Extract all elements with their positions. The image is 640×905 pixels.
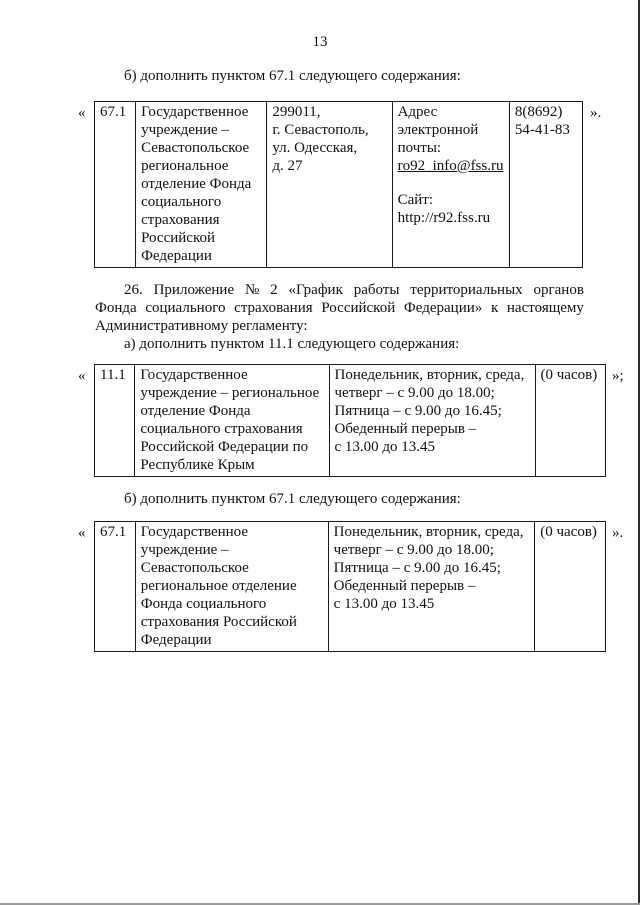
section-2-table	[94, 364, 606, 477]
cell-phone: 8(8692) 54-41-83	[509, 102, 582, 268]
cell-institution-name: Государственное учреждение – Севастопольское региональное отделение Фонда социального страхования Российской Федерации	[135, 522, 328, 652]
cell-address: 299011, г. Севастополь, ул. Одесская, д. 27	[267, 102, 392, 268]
cell-contacts: Адрес электронной почты: ro92_info@fss.ru Сайт: http://r92.fss.ru	[392, 102, 509, 268]
section-2-close-quote: »;	[612, 368, 624, 384]
item-26-line-3: Административному регламенту:	[95, 318, 308, 334]
section-3-open-quote: «	[78, 525, 86, 541]
table-row	[95, 522, 606, 652]
cell-number: 11.1	[95, 365, 135, 477]
cell-institution-name: Государственное учреждение – региональное отделение Фонда социального страхования Российской Федерации по Республике Крым	[135, 365, 329, 477]
section-1-table	[94, 101, 583, 268]
cell-schedule: Понедельник, вторник, среда, четверг – с 9.00 до 18.00; Пятница – с 9.00 до 16.45; Обеденный перерыв – с 13.00 до 13.45	[329, 365, 535, 477]
table-row	[95, 365, 606, 477]
cell-institution-name: Государственное учреждение – Севастопольское региональное отделение Фонда социального страхования Российской Федерации	[136, 102, 267, 268]
cell-hours: (0 часов)	[535, 365, 605, 477]
cell-number: 67.1	[95, 102, 136, 268]
cell-hours: (0 часов)	[535, 522, 606, 652]
section-1-open-quote: «	[78, 105, 86, 121]
section-1-intro: б) дополнить пунктом 67.1 следующего содержания:	[124, 68, 461, 84]
section-3-intro: б) дополнить пунктом 67.1 следующего содержания:	[124, 491, 461, 507]
table-row	[95, 102, 583, 268]
cell-number: 67.1	[95, 522, 136, 652]
page-number: 13	[312, 34, 328, 50]
email-link[interactable]: ro92_info@fss.ru	[397, 158, 504, 174]
cell-schedule: Понедельник, вторник, среда, четверг – с 9.00 до 18.00; Пятница – с 9.00 до 16.45; Обеденный перерыв – с 13.00 до 13.45	[328, 522, 535, 652]
item-26-sub-a: а) дополнить пунктом 11.1 следующего содержания:	[124, 336, 460, 352]
section-2-open-quote: «	[78, 368, 86, 384]
section-3-table	[94, 521, 606, 652]
item-26-line-1: 26. Приложение № 2 «График работы территориальных органов	[124, 282, 584, 298]
section-1-close-quote: ».	[590, 105, 602, 121]
section-3-close-quote: ».	[612, 525, 624, 541]
site-url: http://r92.fss.ru	[397, 210, 491, 226]
item-26-line-2: Фонда социального страхования Российской Федерации» к настоящему	[95, 300, 584, 316]
